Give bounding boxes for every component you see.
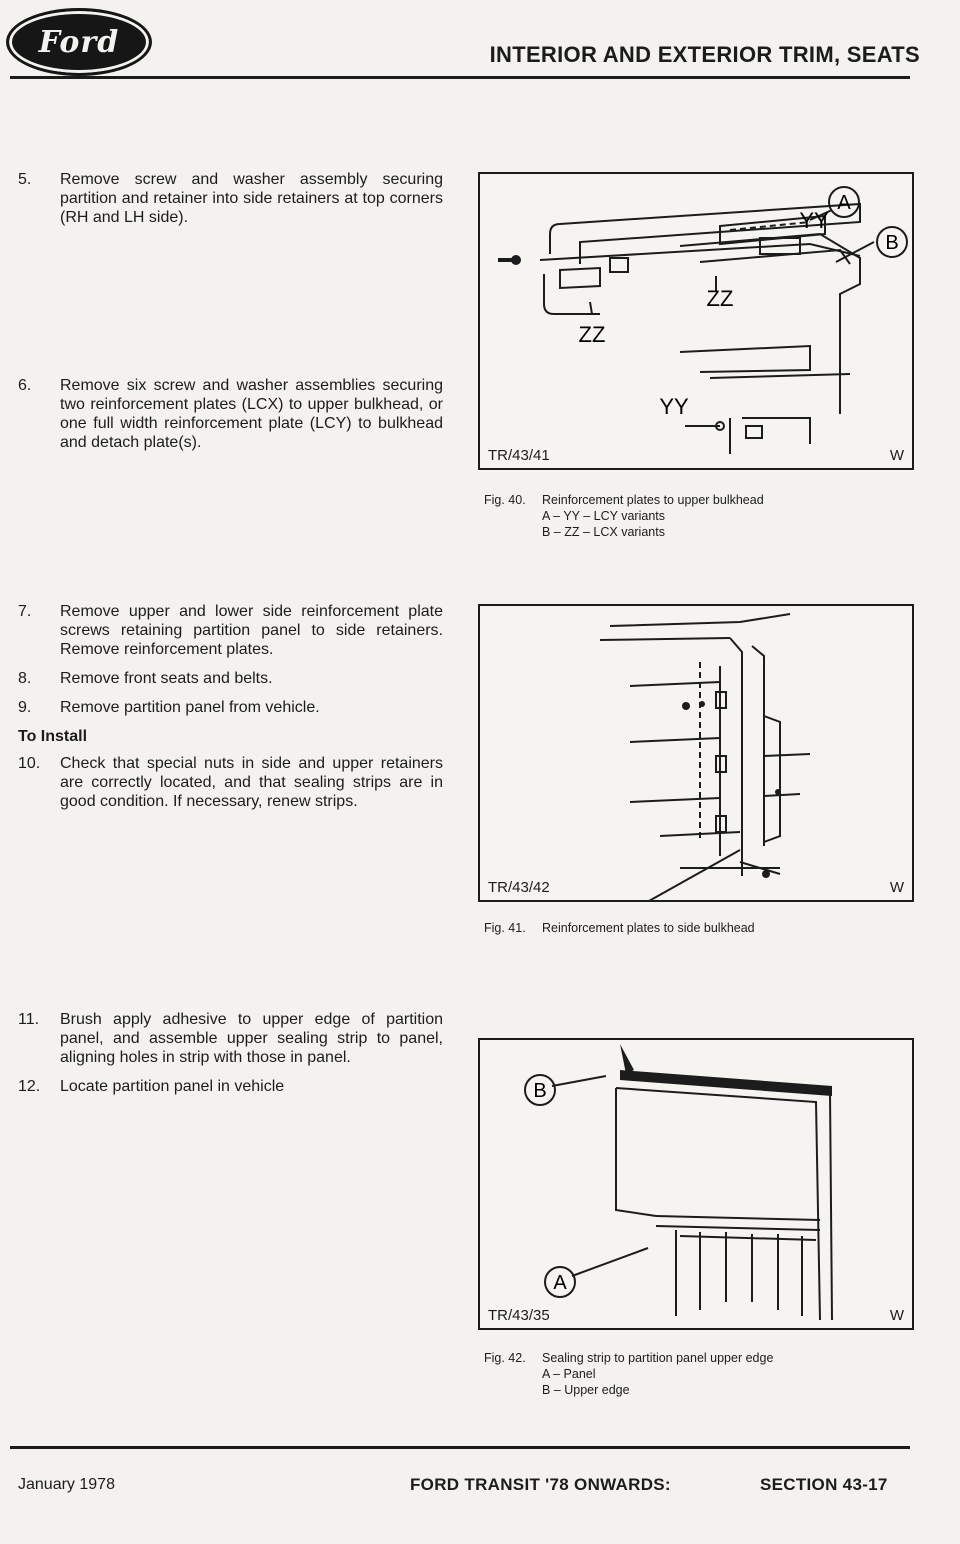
step-number: 12. [18, 1078, 41, 1095]
figure-reference: TR/43/35 [488, 1307, 550, 1324]
step-number: 8. [18, 670, 32, 687]
callout-b: B [885, 232, 899, 254]
callout-a: A [553, 1272, 567, 1294]
caption-title: Sealing strip to partition panel upper edge [542, 1351, 774, 1365]
figure-42-drawing [480, 1040, 912, 1328]
footer-publication: FORD TRANSIT '78 ONWARDS: [410, 1475, 671, 1494]
figure-mark: W [889, 879, 904, 896]
caption-item: B – ZZ – LCX variants [542, 525, 665, 539]
caption-number: Fig. 42. [484, 1351, 526, 1365]
install-heading: To Install [18, 728, 88, 745]
page-title: INTERIOR AND EXTERIOR TRIM, SEATS [489, 42, 920, 67]
ford-logo [6, 8, 152, 76]
step-text: Remove front seats and belts. [60, 670, 273, 687]
step-item [18, 698, 443, 717]
step-item [18, 170, 443, 227]
header-rule [10, 76, 910, 79]
step-item [18, 754, 443, 811]
steps-block-1 [18, 170, 443, 237]
caption-item: A – YY – LCY variants [542, 509, 665, 523]
callout-a: A [837, 192, 851, 214]
label-zz-right: ZZ [706, 286, 734, 311]
figure-42 [478, 1038, 914, 1330]
step-number: 6. [18, 377, 32, 394]
step-item [18, 376, 443, 452]
step-text: Brush apply adhesive to upper edge of partition panel, and assemble upper sealing strip to panel, aligning holes in strip with those in panel. [60, 1011, 443, 1066]
figure-40-drawing [480, 174, 912, 468]
figure-41-caption [484, 920, 904, 936]
figure-40 [478, 172, 914, 470]
figure-mark: W [889, 447, 904, 464]
caption-title: Reinforcement plates to upper bulkhead [542, 493, 764, 507]
logo-text: Ford [38, 24, 120, 60]
label-yy-bottom: YY [659, 394, 689, 419]
label-yy-top: YY [799, 208, 829, 233]
steps-block-2 [18, 376, 443, 462]
caption-number: Fig. 41. [484, 921, 526, 935]
step-text: Check that special nuts in side and upper retainers are correctly located, and that sealing strips are in good condition. If necessary, renew strips. [60, 755, 443, 810]
figure-41 [478, 604, 914, 902]
step-text: Remove screw and washer assembly securing partition and retainer into side retainers at top corners (RH and LH side). [60, 171, 443, 226]
step-item [18, 1010, 443, 1067]
steps-block-5 [18, 1010, 443, 1106]
figure-40-caption [484, 492, 904, 540]
step-text: Remove upper and lower side reinforcement plate screws retaining partition panel to side retainers. Remove reinforcement plates. [60, 603, 443, 658]
caption-title: Reinforcement plates to side bulkhead [542, 921, 755, 935]
step-item [18, 669, 443, 688]
caption-item: A – Panel [542, 1367, 596, 1381]
step-number: 5. [18, 171, 32, 188]
caption-item: B – Upper edge [542, 1383, 630, 1397]
step-number: 9. [18, 699, 32, 716]
figure-42-caption [484, 1350, 904, 1398]
step-text: Remove six screw and washer assemblies securing two reinforcement plates (LCX) to upper bulkhead, or one full width reinforcement plate (LCY) to bulkhead and detach plate(s). [60, 377, 443, 451]
footer-rule [10, 1446, 910, 1449]
footer-date: January 1978 [18, 1476, 115, 1493]
figure-reference: TR/43/42 [488, 879, 550, 896]
figure-41-drawing [480, 606, 912, 900]
callout-b: B [533, 1080, 547, 1102]
step-number: 10. [18, 755, 41, 772]
step-text: Locate partition panel in vehicle [60, 1078, 285, 1095]
step-text: Remove partition panel from vehicle. [60, 699, 320, 716]
steps-block-3 [18, 602, 443, 821]
caption-number: Fig. 40. [484, 493, 526, 507]
footer-section: SECTION 43-17 [760, 1475, 888, 1494]
step-item [18, 602, 443, 659]
figure-mark: W [889, 1307, 904, 1324]
step-number: 11. [18, 1011, 40, 1028]
step-number: 7. [18, 603, 32, 620]
label-zz-left: ZZ [578, 322, 606, 347]
figure-reference: TR/43/41 [488, 447, 550, 464]
step-item [18, 1077, 443, 1096]
